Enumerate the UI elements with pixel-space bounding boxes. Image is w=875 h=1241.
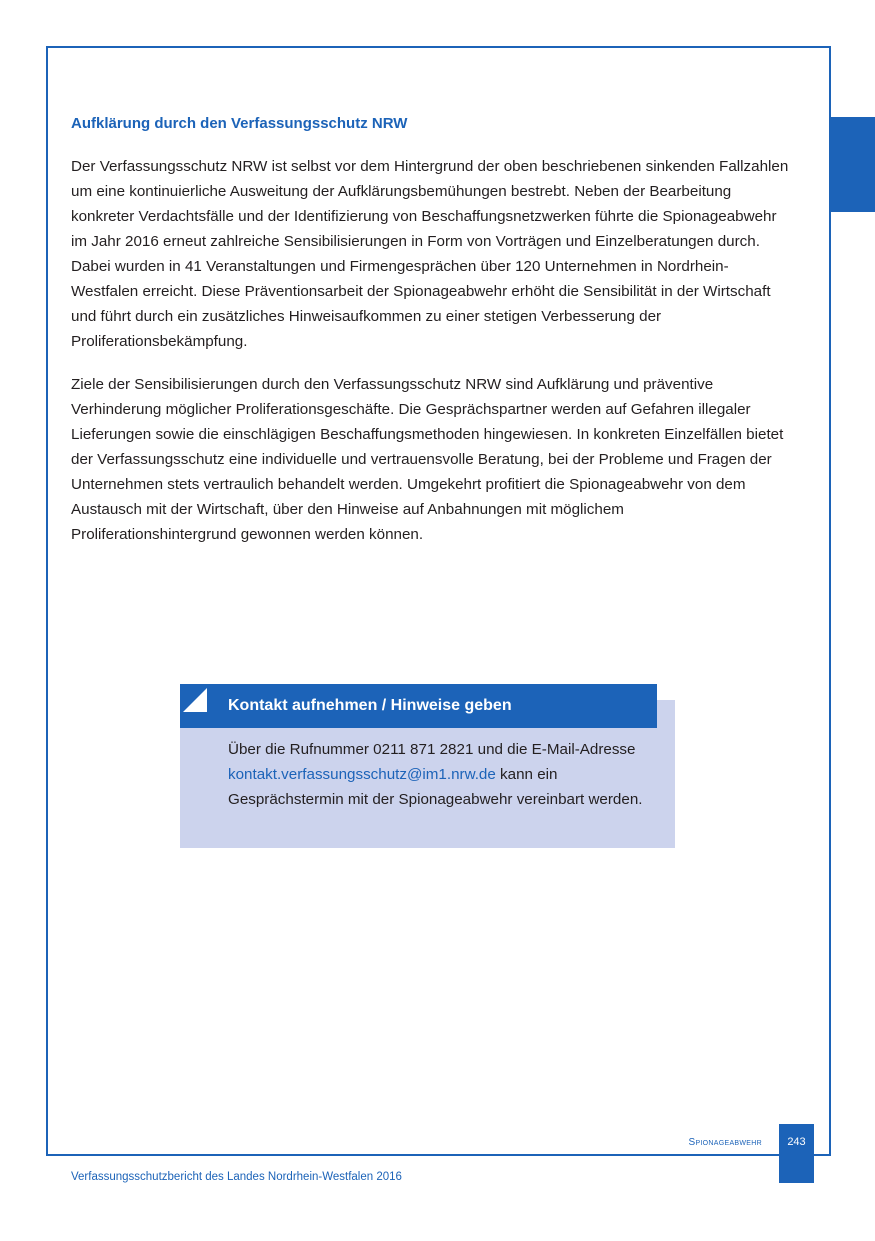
section-heading: Aufklärung durch den Verfassungsschutz NRW <box>71 115 408 132</box>
publication-footer: Verfassungsschutzbericht des Landes Nordrhein-Westfalen 2016 <box>71 1171 402 1183</box>
page-number: 243 <box>787 1136 806 1148</box>
page-number-box <box>779 1124 814 1183</box>
body-paragraph-2: Ziele der Sensibilisierungen durch den Verfassungsschutz NRW sind Aufklärung und präventive Verhinderung möglicher Proliferationsgeschäfte. Die Gesprächspartner werden auf Gefahren illegaler Lieferungen sowie die einschlägigen Beschaffungsmethoden hingewiesen. In konkreten Einzelfällen bietet der Verfassungsschutz eine individuelle und vertrauensvolle Beratung, bei der Probleme und Fragen der Unternehmen stets vertraulich behandelt werden. Umgekehrt profitiert die Spionageabwehr von dem Austausch mit der Wirtschaft, über den Hinweise auf Anbahnungen mit möglichem Proliferationshintergrund gewonnen werden können. <box>71 376 784 543</box>
body-paragraph-1: Der Verfassungsschutz NRW ist selbst vor dem Hintergrund der oben beschriebenen sinkenden Fallzahlen um eine kontinuierliche Ausweitung der Aufklärungsbemühungen bestrebt. Neben der Bearbeitung konkreter Verdachtsfälle und der Identifizierung von Beschaffungsnetzwerken führte die Spionageabwehr im Jahr 2016 erneut zahlreiche Sensibilisierungen in Form von Vorträgen und Einzelberatungen durch. Dabei wurden in 41 Veranstaltungen und Firmengesprächen über 120 Unternehmen in Nordrhein-Westfalen erreicht. Diese Präventionsarbeit der Spionageabwehr erhöht die Sensibilität in der Wirtschaft und führt durch ein zusätzliches Hinweisaufkommen zu einer stetigen Verbesserung der Proliferationsbekämpfung. <box>71 158 789 350</box>
contact-text-after: kann ein Gesprächstermin mit der Spionageabwehr vereinbart werden. <box>228 766 643 808</box>
chapter-side-tab <box>829 117 875 212</box>
running-section-label: Spionageabwehr <box>688 1137 762 1148</box>
contact-box-text <box>228 737 663 812</box>
contact-text-before: Über die Rufnummer 0211 871 2821 und die E-Mail-Adresse <box>228 741 636 758</box>
contact-email-link[interactable]: kontakt.verfassungsschutz@im1.nrw.de <box>228 766 496 783</box>
contact-box-title: Kontakt aufnehmen / Hinweise geben <box>228 697 512 714</box>
